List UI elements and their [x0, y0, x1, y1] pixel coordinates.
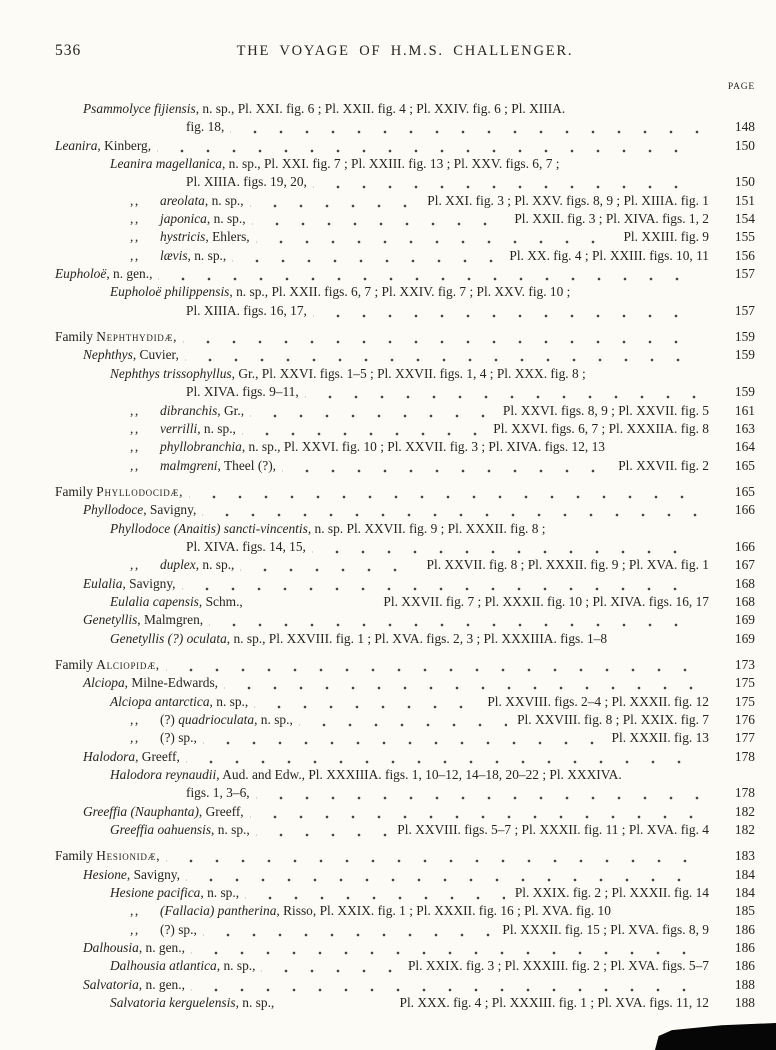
index-row: [130, 902, 755, 920]
ditto-mark: ,,: [130, 402, 140, 418]
taxon-name: Halodora: [83, 748, 136, 764]
dot-leader: [166, 847, 699, 865]
taxon-name: Nephthys: [83, 347, 133, 363]
entry-text: Pl. XIIIA. figs. 19, 20,: [186, 174, 307, 190]
page-number: 166: [734, 502, 755, 518]
dot-leader: [157, 137, 699, 155]
dot-leader: [245, 884, 505, 902]
plate-refs: Pl. XXXII. fig. 13: [611, 730, 709, 746]
taxon-name: Salvatoria kerguelensis: [110, 995, 236, 1011]
dot-leader: [209, 611, 699, 629]
plate-refs: Pl. XXX. fig. 4 ; Pl. XXXIII. fig. 1 ; Pl. XVA. figs. 11, 12: [399, 995, 709, 1011]
entry-text: , Schm.,: [198, 593, 243, 609]
page-number: 154: [734, 211, 755, 227]
plate-refs: Pl. XXII. fig. 3 ; Pl. XIVA. figs. 1, 2: [514, 211, 709, 227]
index-row: [83, 748, 755, 766]
entry-text: , n. sp., Pl. XXI. fig. 7 ; Pl. XXIII. fig. 13 ; Pl. XXV. figs. 6, 7 ;: [221, 156, 560, 172]
page-number: 155: [734, 229, 755, 245]
index-row: [186, 302, 755, 320]
page-number: 184: [734, 866, 755, 882]
page-number: 150: [734, 174, 755, 190]
index-row: [83, 611, 755, 629]
entry-text: , n. sp., Pl. XXII. figs. 6, 7 ; Pl. XXIV. fig. 7 ; Pl. XXV. fig. 10 ;: [229, 284, 571, 300]
entry-text: , n. gen.,: [138, 976, 185, 992]
dot-leader: [182, 575, 699, 593]
page-number: 148: [734, 119, 755, 135]
ditto-mark: ,,: [130, 439, 140, 455]
page-number: 182: [734, 822, 755, 838]
index-row: [130, 210, 755, 228]
family-row: [55, 483, 755, 501]
page-number: 157: [734, 302, 755, 318]
dot-leader: [250, 803, 699, 821]
entry-text: Family: [55, 329, 97, 345]
entry-text: , Gr.,: [217, 402, 245, 418]
taxon-name: Alciopa: [83, 675, 125, 691]
leader-spacer: [611, 438, 699, 456]
dot-leader: [250, 192, 418, 210]
ditto-mark: ,,: [130, 557, 140, 573]
dot-leader: [313, 173, 699, 191]
taxon-name: Eulalia capensis: [110, 593, 199, 609]
entry-text: Family: [55, 656, 97, 672]
page-number: 175: [734, 693, 755, 709]
index-row: [55, 265, 755, 283]
dot-leader: [186, 748, 699, 766]
page-number: 186: [734, 958, 755, 974]
dot-leader: [254, 693, 477, 711]
taxon-name: Dalhousia atlantica: [110, 958, 217, 974]
page-number: 188: [734, 976, 755, 992]
page-number: 165: [734, 483, 755, 499]
page-column-label: PAGE: [727, 82, 755, 92]
entry-text: , n. sp.,: [235, 995, 275, 1011]
entry-text: (?) sp.,: [160, 921, 197, 937]
index-row: [110, 365, 755, 383]
index-row: [186, 173, 755, 191]
dot-leader: [189, 483, 699, 501]
index-row: [130, 711, 755, 729]
index-row: [130, 402, 755, 420]
index-row: [83, 575, 755, 593]
entry-text: , n. sp.,: [211, 822, 250, 838]
taxon-name: Phyllodoce (Anaitis) sancti-vincentis: [110, 520, 308, 536]
dot-leader: [185, 346, 699, 364]
page-number: 161: [734, 402, 755, 418]
page-number: 168: [734, 593, 755, 609]
page-number: 150: [734, 137, 755, 153]
entry-text: figs. 1, 3–6,: [186, 785, 250, 801]
ditto-mark: ,,: [130, 903, 140, 919]
ditto-mark: ,,: [130, 420, 140, 436]
page-number: 166: [734, 538, 755, 554]
family-name: Nephthydidæ,: [96, 329, 178, 345]
taxon-name: Eulalia: [83, 575, 123, 591]
running-title: THE VOYAGE OF H.M.S. CHALLENGER.: [236, 43, 574, 59]
dot-leader: [230, 118, 699, 136]
index-row: [83, 346, 755, 364]
ditto-mark: ,,: [130, 921, 140, 937]
entry-text: , Theel (?),: [217, 457, 277, 473]
folio-number: 536: [55, 42, 82, 59]
taxon-name: Psammolyce fijiensis: [83, 101, 196, 116]
leader-spacer: [249, 593, 374, 611]
page-number: 175: [734, 675, 755, 691]
entry-text: (?) sp.,: [160, 730, 197, 746]
dot-leader: [282, 457, 608, 475]
index-row: [130, 420, 755, 438]
dot-leader: [166, 656, 699, 674]
index-rows: [55, 100, 755, 1013]
page-number: 159: [734, 347, 755, 363]
entry-text: , n. sp.,: [200, 885, 240, 901]
ditto-mark: ,,: [130, 712, 140, 727]
entry-text: , Kinberg,: [97, 137, 152, 153]
dot-leader: [256, 821, 388, 839]
entry-text: , Malmgren,: [137, 612, 204, 628]
page-number: 163: [734, 420, 755, 436]
entry-text: Family: [55, 483, 97, 499]
index-row: [130, 921, 755, 939]
index-row: [110, 520, 755, 538]
family-name: Hesionidæ,: [96, 848, 161, 864]
plate-refs: Pl. XXIX. fig. 3 ; Pl. XXXIII. fig. 2 ; Pl. XVA. figs. 5–7: [407, 958, 709, 974]
entry-text: , Cuvier,: [132, 347, 179, 363]
entry-text: Pl. XIVA. figs. 9–11,: [186, 384, 299, 400]
entry-text: , Gr., Pl. XXVI. figs. 1–5 ; Pl. XXVII. figs. 1, 4 ; Pl. XXX. fig. 8 ;: [231, 365, 586, 381]
entry-text: , n. sp.,: [204, 192, 244, 208]
scan-artifact: [655, 1019, 776, 1050]
index-row: [110, 283, 755, 301]
dot-leader: [186, 866, 699, 884]
index-row: [130, 247, 755, 265]
dot-leader: [299, 711, 507, 729]
taxon-name: Leanira magellanica: [110, 156, 222, 172]
dot-leader: [312, 538, 699, 556]
taxon-name: Halodora reynaudii: [110, 767, 217, 783]
taxon-name: verrilli: [160, 420, 198, 436]
entry-text: , n. sp.,: [195, 557, 235, 573]
dot-leader: [313, 302, 699, 320]
index-row: [110, 884, 755, 902]
page-number: 151: [734, 192, 755, 208]
entry-text: , n. sp., Pl. XXVIII. fig. 1 ; Pl. XVA. figs. 2, 3 ; Pl. XXXIIIA. figs. 1–8: [226, 630, 608, 646]
entry-text: (?): [160, 712, 179, 727]
index-row: [186, 538, 755, 556]
dot-leader: [305, 383, 699, 401]
entry-text: , n. sp.,: [187, 247, 227, 263]
dot-leader: [191, 939, 699, 957]
entry-text: fig. 18,: [186, 119, 225, 135]
dot-leader: [158, 265, 699, 283]
ditto-mark: ,,: [130, 247, 140, 263]
entry-text: , Savigny,: [122, 575, 176, 591]
index-row: [130, 438, 755, 456]
page-number: 164: [734, 439, 755, 455]
running-head: [55, 42, 755, 60]
page-number: 186: [734, 921, 755, 937]
dot-leader: [261, 957, 397, 975]
plate-refs: Pl. XXIII. fig. 9: [623, 229, 709, 245]
page-number: 165: [734, 457, 755, 473]
index-row: [130, 192, 755, 210]
index-row: [83, 939, 755, 957]
family-name: Alciopidæ,: [96, 656, 160, 672]
family-row: [55, 328, 755, 346]
taxon-name: Hesione pacifica: [110, 885, 201, 901]
page-number: 186: [734, 940, 755, 956]
index-row: [186, 383, 755, 401]
entry-text: , n. sp., Pl. XXI. fig. 6 ; Pl. XXII. fig. 4 ; Pl. XXIV. fig. 6 ; Pl. XIIIA.: [195, 101, 566, 116]
plate-refs: Pl. XX. fig. 4 ; Pl. XXIII. figs. 10, 11: [509, 247, 709, 263]
plate-refs: Pl. XXI. fig. 3 ; Pl. XXV. figs. 8, 9 ; Pl. XIIIA. fig. 1: [427, 192, 709, 208]
entry-text: , Risso, Pl. XXIX. fig. 1 ; Pl. XXXII. fig. 16 ; Pl. XVA. fig. 10: [276, 903, 611, 919]
index-row: [110, 630, 755, 648]
plate-refs: Pl. XXVII. fig. 8 ; Pl. XXXII. fig. 9 ; Pl. XVA. fig. 1: [426, 557, 709, 573]
page-number: 157: [734, 266, 755, 282]
entry-text: , n. gen.,: [138, 940, 185, 956]
index-row: [110, 693, 755, 711]
taxon-name: (Fallacia) pantherina: [160, 903, 277, 919]
page-number: 188: [734, 995, 755, 1011]
index-row: [83, 976, 755, 994]
taxon-name: Greeffia (Nauphanta): [83, 803, 199, 819]
dot-leader: [252, 210, 505, 228]
page-number: 183: [734, 848, 755, 864]
taxon-name: dibranchis: [160, 402, 218, 418]
plate-refs: Pl. XXIX. fig. 2 ; Pl. XXXII. fig. 14: [514, 885, 709, 901]
index-row: [110, 593, 755, 611]
plate-refs: Pl. XXVI. figs. 6, 7 ; Pl. XXXIIA. fig. 8: [493, 420, 709, 436]
plate-refs: Pl. XXXII. fig. 15 ; Pl. XVA. figs. 8, 9: [502, 921, 709, 937]
entry-text: , n. sp.,: [197, 420, 236, 436]
page-number: 176: [734, 712, 755, 727]
entry-text: , n. sp.,: [209, 693, 249, 709]
taxon-name: Alciopa antarctica: [110, 693, 210, 709]
taxon-name: Dalhousia: [83, 940, 139, 956]
index-row: [186, 118, 755, 136]
taxon-name: Eupholoë philippensis: [110, 284, 230, 300]
taxon-name: Nephthys trissophyllus: [110, 365, 232, 381]
page-number: 168: [734, 575, 755, 591]
page-number: 156: [734, 247, 755, 263]
entry-text: , Savigny,: [126, 866, 180, 882]
index-row: [83, 674, 755, 692]
taxon-name: Leanira: [55, 137, 98, 153]
dot-leader: [240, 556, 416, 574]
index-row: [83, 100, 755, 118]
index-row: [83, 501, 755, 519]
index-row: [110, 766, 755, 784]
taxon-name: duplex: [160, 557, 196, 573]
index-row: [110, 957, 755, 975]
page-number: 159: [734, 384, 755, 400]
leader-spacer: [617, 902, 699, 920]
entry-text: Family: [55, 848, 97, 864]
dot-leader: [203, 921, 493, 939]
taxon-name: areolata: [160, 192, 205, 208]
index-row: [130, 556, 755, 574]
page-number: 173: [734, 656, 755, 672]
page-number: 169: [734, 630, 755, 646]
plate-refs: Pl. XXVI. figs. 8, 9 ; Pl. XXVII. fig. 5: [502, 402, 709, 418]
index-row: [110, 821, 755, 839]
ditto-mark: ,,: [130, 730, 140, 746]
index-row: [110, 155, 755, 173]
index-row: [130, 228, 755, 246]
index-row: [83, 866, 755, 884]
page-number: 184: [734, 885, 755, 901]
dot-leader: [242, 420, 483, 438]
plate-refs: Pl. XXVIII. figs. 5–7 ; Pl. XXXII. fig. 11 ; Pl. XVA. fig. 4: [397, 822, 709, 838]
entry-text: Pl. XIIIA. figs. 16, 17,: [186, 302, 307, 318]
taxon-name: Genetyllis: [83, 612, 138, 628]
plate-refs: Pl. XXVIII. figs. 2–4 ; Pl. XXXII. fig. 12: [487, 693, 709, 709]
entry-text: , Milne-Edwards,: [124, 675, 218, 691]
index-row: [83, 803, 755, 821]
entry-text: , n. sp., Pl. XXVI. fig. 10 ; Pl. XXVII. fig. 3 ; Pl. XIVA. figs. 12, 13: [241, 439, 605, 455]
entry-text: , n. sp. Pl. XXVII. fig. 9 ; Pl. XXXII. fig. 8 ;: [307, 520, 546, 536]
taxon-name: phyllobranchia: [160, 439, 242, 455]
page-number: 167: [734, 557, 755, 573]
family-row: [55, 656, 755, 674]
plate-refs: Pl. XXVII. fig. 7 ; Pl. XXXII. fig. 10 ; Pl. XIVA. figs. 16, 17: [383, 593, 709, 609]
entry-text: , n. sp.,: [216, 958, 256, 974]
dot-leader: [183, 328, 699, 346]
ditto-mark: ,,: [130, 457, 140, 473]
page-number: 169: [734, 612, 755, 628]
dot-leader: [256, 784, 699, 802]
family-row: [55, 847, 755, 865]
dot-leader: [202, 501, 699, 519]
taxon-name: Salvatoria: [83, 976, 139, 992]
page-number: 182: [734, 803, 755, 819]
page-number: 178: [734, 785, 755, 801]
ditto-mark: ,,: [130, 211, 140, 227]
page-number: 185: [734, 903, 755, 919]
entry-text: , Greeff,: [135, 748, 180, 764]
dot-leader: [191, 976, 699, 994]
plate-refs: Pl. XXVII. fig. 2: [618, 457, 709, 473]
dot-leader: [203, 729, 602, 747]
index-row: [186, 784, 755, 802]
ditto-mark: ,,: [130, 229, 140, 245]
index-row: [130, 457, 755, 475]
page-number: 159: [734, 329, 755, 345]
entry-text: , Greeff,: [198, 803, 244, 819]
taxon-name: japonica: [160, 211, 207, 227]
entry-text: , Aud. and Edw., Pl. XXXIIIA. figs. 1, 10–12, 14–18, 20–22 ; Pl. XXXIVA.: [216, 767, 622, 783]
leader-spacer: [613, 630, 699, 648]
entry-text: , Ehlers,: [205, 229, 250, 245]
index-row: [130, 729, 755, 747]
taxon-name: Hesione: [83, 866, 127, 882]
entry-text: , n. sp.,: [206, 211, 246, 227]
index-row: [55, 137, 755, 155]
dot-leader: [232, 247, 499, 265]
taxon-name: Phyllodoce: [83, 502, 144, 518]
dot-leader: [256, 228, 614, 246]
dot-leader: [224, 674, 699, 692]
page-number: 177: [734, 730, 755, 746]
index-row: [110, 994, 755, 1012]
taxon-name: lævis: [160, 247, 188, 263]
taxon-name: hystricis: [160, 229, 206, 245]
family-name: Phyllodocidæ,: [96, 483, 184, 499]
plate-refs: Pl. XXVIII. fig. 8 ; Pl. XXIX. fig. 7: [517, 712, 709, 727]
entry-text: , n. gen.,: [106, 266, 153, 282]
entry-text: , Savigny,: [143, 502, 197, 518]
taxon-name: Greeffia oahuensis: [110, 822, 212, 838]
taxon-name: Eupholoë: [55, 266, 107, 282]
ditto-mark: ,,: [130, 192, 140, 208]
taxon-name: Genetyllis (?) oculata: [110, 630, 227, 646]
entry-text: Pl. XIVA. figs. 14, 15,: [186, 538, 306, 554]
leader-spacer: [280, 994, 389, 1012]
page-number: 178: [734, 748, 755, 764]
entry-text: , n. sp.,: [254, 712, 293, 727]
taxon-name: quadrioculata: [178, 712, 255, 727]
taxon-name: malmgreni: [160, 457, 218, 473]
dot-leader: [250, 402, 493, 420]
